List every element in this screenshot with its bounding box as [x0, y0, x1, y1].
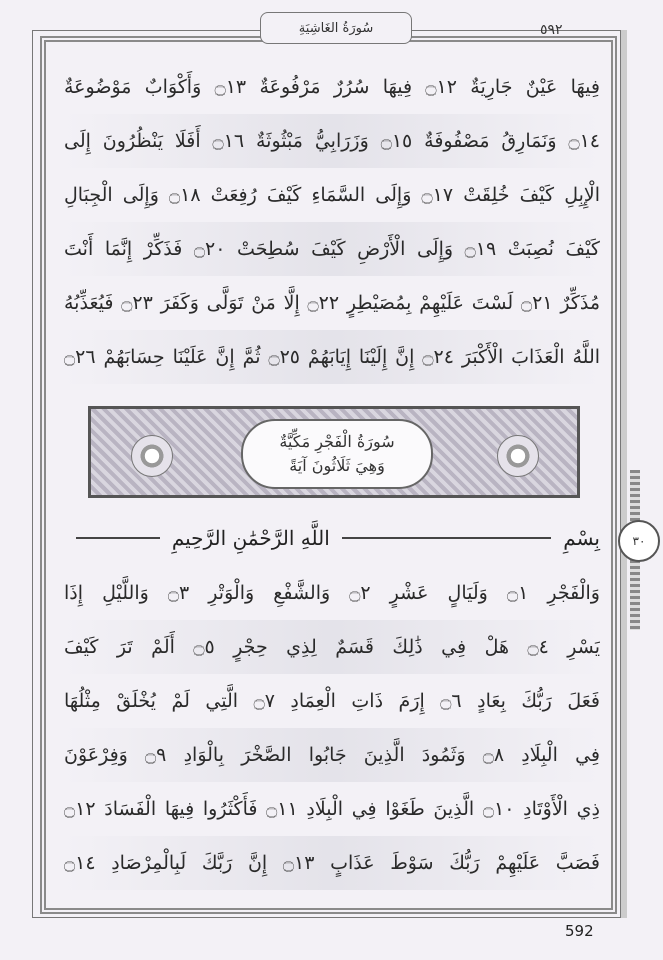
verse-line: يَسْرِ ۝٤ هَلْ فِي ذَٰلِكَ قَسَمٌ لِذِي حِجْرٍ ۝٥ أَلَمْ تَرَ كَيْفَ — [64, 620, 600, 674]
verse-line: ذِي الْأَوْتَادِ ۝١٠ الَّذِينَ طَغَوْا فِي الْبِلَادِ ۝١١ فَأَكْثَرُوا فِيهَا الْفَسَادَ ۝١٢ — [64, 798, 600, 820]
basmala — [64, 518, 600, 558]
verse-line: مُذَكِّرٌ ۝٢١ لَسْتَ عَلَيْهِمْ بِمُصَيْطِرٍ ۝٢٢ إِلَّا مَنْ تَوَلَّى وَكَفَرَ ۝٢٣ فَيُعَذِّبُهُ — [64, 292, 600, 314]
flower-ornament-icon — [131, 435, 173, 477]
page-number-top: ٥٩٢ — [540, 22, 563, 38]
basmala-rule — [342, 537, 552, 539]
top-verses — [64, 60, 600, 384]
verse-line: ۝١٤ وَنَمَارِقُ مَصْفُوفَةٌ ۝١٥ وَزَرَابِيُّ مَبْثُوثَةٌ ۝١٦ أَفَلَا يَنْظُرُونَ إِلَى — [64, 114, 600, 168]
surah-header-title: سُورَةُ الغَاشِيَةِ — [260, 12, 412, 44]
verse-line: فَصَبَّ عَلَيْهِمْ رَبُّكَ سَوْطَ عَذَابٍ ۝١٣ إِنَّ رَبَّكَ لَبِالْمِرْصَادِ ۝١٤ — [64, 836, 600, 890]
basmala-rest: اللَّهِ الرَّحْمَٰنِ الرَّحِيمِ — [171, 526, 330, 550]
banner-verse-count: وَهِيَ ثَلَاثُونَ آيَةً — [289, 456, 385, 475]
juz-marker-icon: ٣٠ — [618, 520, 660, 562]
page-edge-shadow — [621, 30, 627, 918]
page-number-bottom: 592 — [565, 922, 594, 940]
verse-line: وَالْفَجْرِ ۝١ وَلَيَالٍ عَشْرٍ ۝٢ وَالشَّفْعِ وَالْوَتْرِ ۝٣ وَاللَّيْلِ إِذَا — [64, 582, 600, 604]
flower-ornament-icon — [497, 435, 539, 477]
verse-line: فِي الْبِلَادِ ۝٨ وَثَمُودَ الَّذِينَ جَابُوا الصَّخْرَ بِالْوَادِ ۝٩ وَفِرْعَوْنَ — [64, 728, 600, 782]
basmala-rule — [76, 537, 160, 539]
basmala-first-word: بِسْمِ — [563, 526, 600, 550]
banner-surah-name: سُورَةُ الْفَجْرِ مَكِّيَّةٌ — [279, 432, 395, 451]
verse-line: كَيْفَ نُصِبَتْ ۝١٩ وَإِلَى الْأَرْضِ كَيْفَ سُطِحَتْ ۝٢٠ فَذَكِّرْ إِنَّمَا أَنْتَ — [64, 222, 600, 276]
verse-line: فَعَلَ رَبُّكَ بِعَادٍ ۝٦ إِرَمَ ذَاتِ الْعِمَادِ ۝٧ الَّتِي لَمْ يُخْلَقْ مِثْلُهَا — [64, 690, 600, 712]
bottom-verses — [64, 566, 600, 890]
verse-line: اللَّهُ الْعَذَابَ الْأَكْبَرَ ۝٢٤ إِنَّ إِلَيْنَا إِيَابَهُمْ ۝٢٥ ثُمَّ إِنَّ عَلَيْنَا حِسَابَهُمْ ۝٢٦ — [64, 330, 600, 384]
verse-line: فِيهَا عَيْنٌ جَارِيَةٌ ۝١٢ فِيهَا سُرُرٌ مَرْفُوعَةٌ ۝١٣ وَأَكْوَابٌ مَوْضُوعَةٌ — [64, 76, 600, 98]
surah-banner — [88, 406, 580, 498]
verse-line: الْإِبِلِ كَيْفَ خُلِقَتْ ۝١٧ وَإِلَى السَّمَاءِ كَيْفَ رُفِعَتْ ۝١٨ وَإِلَى الْجِبَالِ — [64, 184, 600, 206]
banner-cartouche — [241, 419, 433, 489]
